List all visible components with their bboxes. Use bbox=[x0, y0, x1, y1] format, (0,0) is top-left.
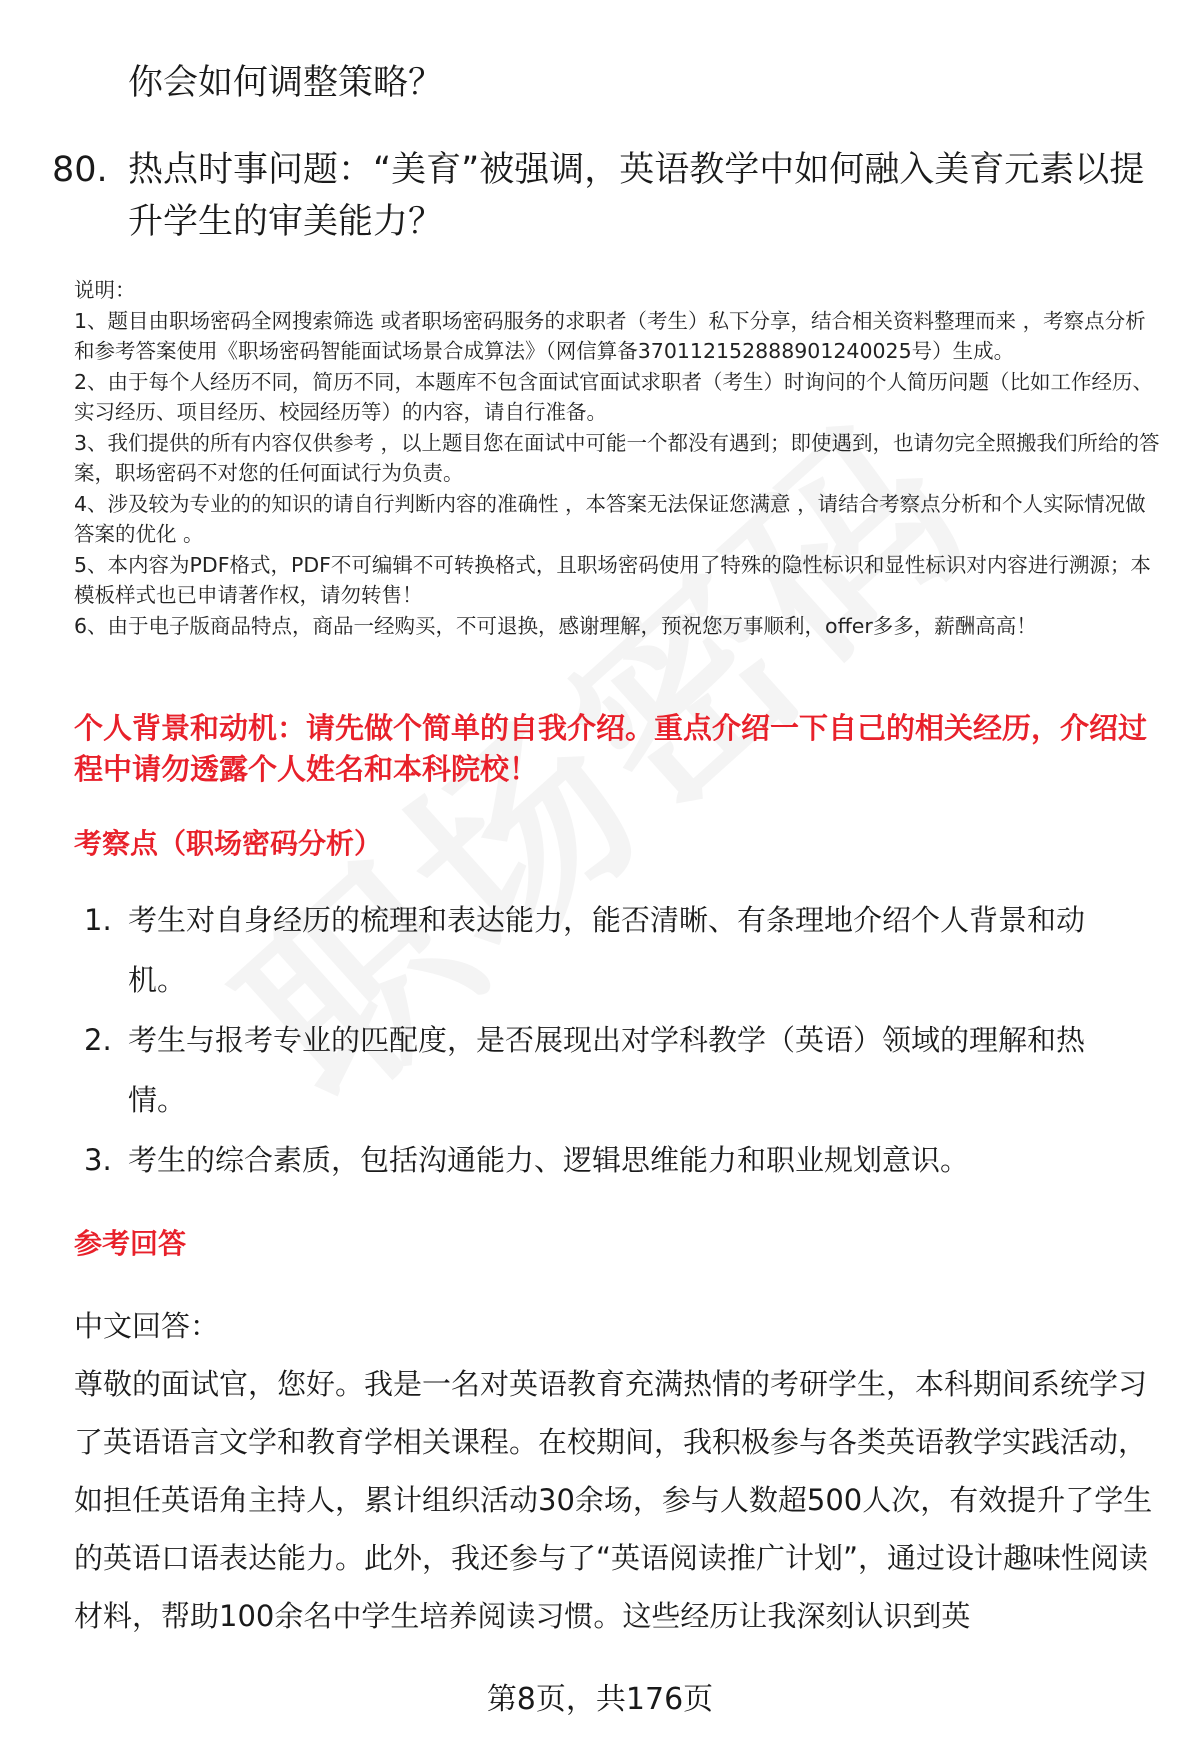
page-footer: 第8页，共176页 bbox=[486, 1682, 714, 1717]
question-number: 80. bbox=[52, 150, 108, 190]
point-text: 考生与报考专业的匹配度，是否展现出对学科教学（英语）领域的理解和热情。 bbox=[128, 1023, 1086, 1117]
point-text: 考生对自身经历的梳理和表达能力，能否清晰、有条理地介绍个人背景和动机。 bbox=[128, 903, 1086, 997]
point-number: 3. bbox=[84, 1143, 112, 1177]
note-item: 3、我们提供的所有内容仅供参考 ，以上题目您在面试中可能一个都没有遇到；即使遇到，也请勿完全照搬我们所给的答案，职场密码不对您的任何面试行为负责。 bbox=[74, 430, 1160, 485]
analysis-point bbox=[84, 1130, 1134, 1190]
analysis-point bbox=[84, 1010, 1134, 1130]
reference-heading: 参考回答 bbox=[74, 1227, 187, 1260]
answer-language-label: 中文回答： bbox=[74, 1309, 220, 1343]
note-item: 1、题目由职场密码全网搜索筛选 或者职场密码服务的求职者（考生）私下分享，结合相关资料整理而来 ，考察点分析和参考答案使用《职场密码智能面试场景合成算法》（网信算备370112152888901240025号）生成。 bbox=[74, 308, 1146, 363]
notes-heading: 说明： bbox=[74, 278, 136, 302]
point-text: 考生的综合素质，包括沟通能力、逻辑思维能力和职业规划意识。 bbox=[128, 1143, 970, 1177]
interview-question-title: 个人背景和动机：请先做个简单的自我介绍。重点介绍一下自己的相关经历，介绍过程中请勿透露个人姓名和本科院校！ bbox=[74, 711, 1148, 786]
analysis-point bbox=[84, 890, 1134, 1010]
point-number: 1. bbox=[84, 903, 112, 937]
note-item: 2、由于每个人经历不同，简历不同，本题库不包含面试官面试求职者（考生）时询问的个人简历问题（比如工作经历、实习经历、项目经历、校园经历等）的内容，请自行准备。 bbox=[74, 369, 1154, 424]
question-text: 热点时事问题：“美育”被强调，英语教学中如何融入美育元素以提升学生的审美能力？ bbox=[128, 150, 1145, 242]
note-item: 6、由于电子版商品特点，商品一经购买，不可退换，感谢理解，预祝您万事顺利，offer多多，薪酬高高！ bbox=[74, 613, 1037, 638]
notes-block bbox=[74, 275, 1160, 641]
note-item: 5、本内容为PDF格式，PDF不可编辑不可转换格式，且职场密码使用了特殊的隐性标识和显性标识对内容进行溯源；本模板样式也已申请著作权，请勿转售！ bbox=[74, 552, 1151, 607]
question-80 bbox=[52, 144, 1152, 248]
reference-answer bbox=[74, 1297, 1154, 1645]
answer-body: 尊敬的面试官，您好。我是一名对英语教育充满热情的考研学生，本科期间系统学习了英语语言文学和教育学相关课程。在校期间，我积极参与各类英语教学实践活动，如担任英语角主持人，累计组织活动30余场，参与人数超500人次，有效提升了学生的英语口语表达能力。此外，我还参与了“英语阅读推广计划”，通过设计趣味性阅读材料，帮助100余名中学生培养阅读习惯。这些经历让我深刻认识到英 bbox=[74, 1367, 1153, 1633]
point-number: 2. bbox=[84, 1023, 112, 1057]
analysis-points bbox=[84, 890, 1134, 1190]
question-continuation: 你会如何调整策略？ bbox=[128, 63, 444, 103]
note-item: 4、涉及较为专业的的知识的请自行判断内容的准确性 ，本答案无法保证您满意 ，请结合考察点分析和个人实际情况做答案的优化 。 bbox=[74, 491, 1146, 546]
analysis-heading: 考察点（职场密码分析） bbox=[74, 827, 383, 860]
